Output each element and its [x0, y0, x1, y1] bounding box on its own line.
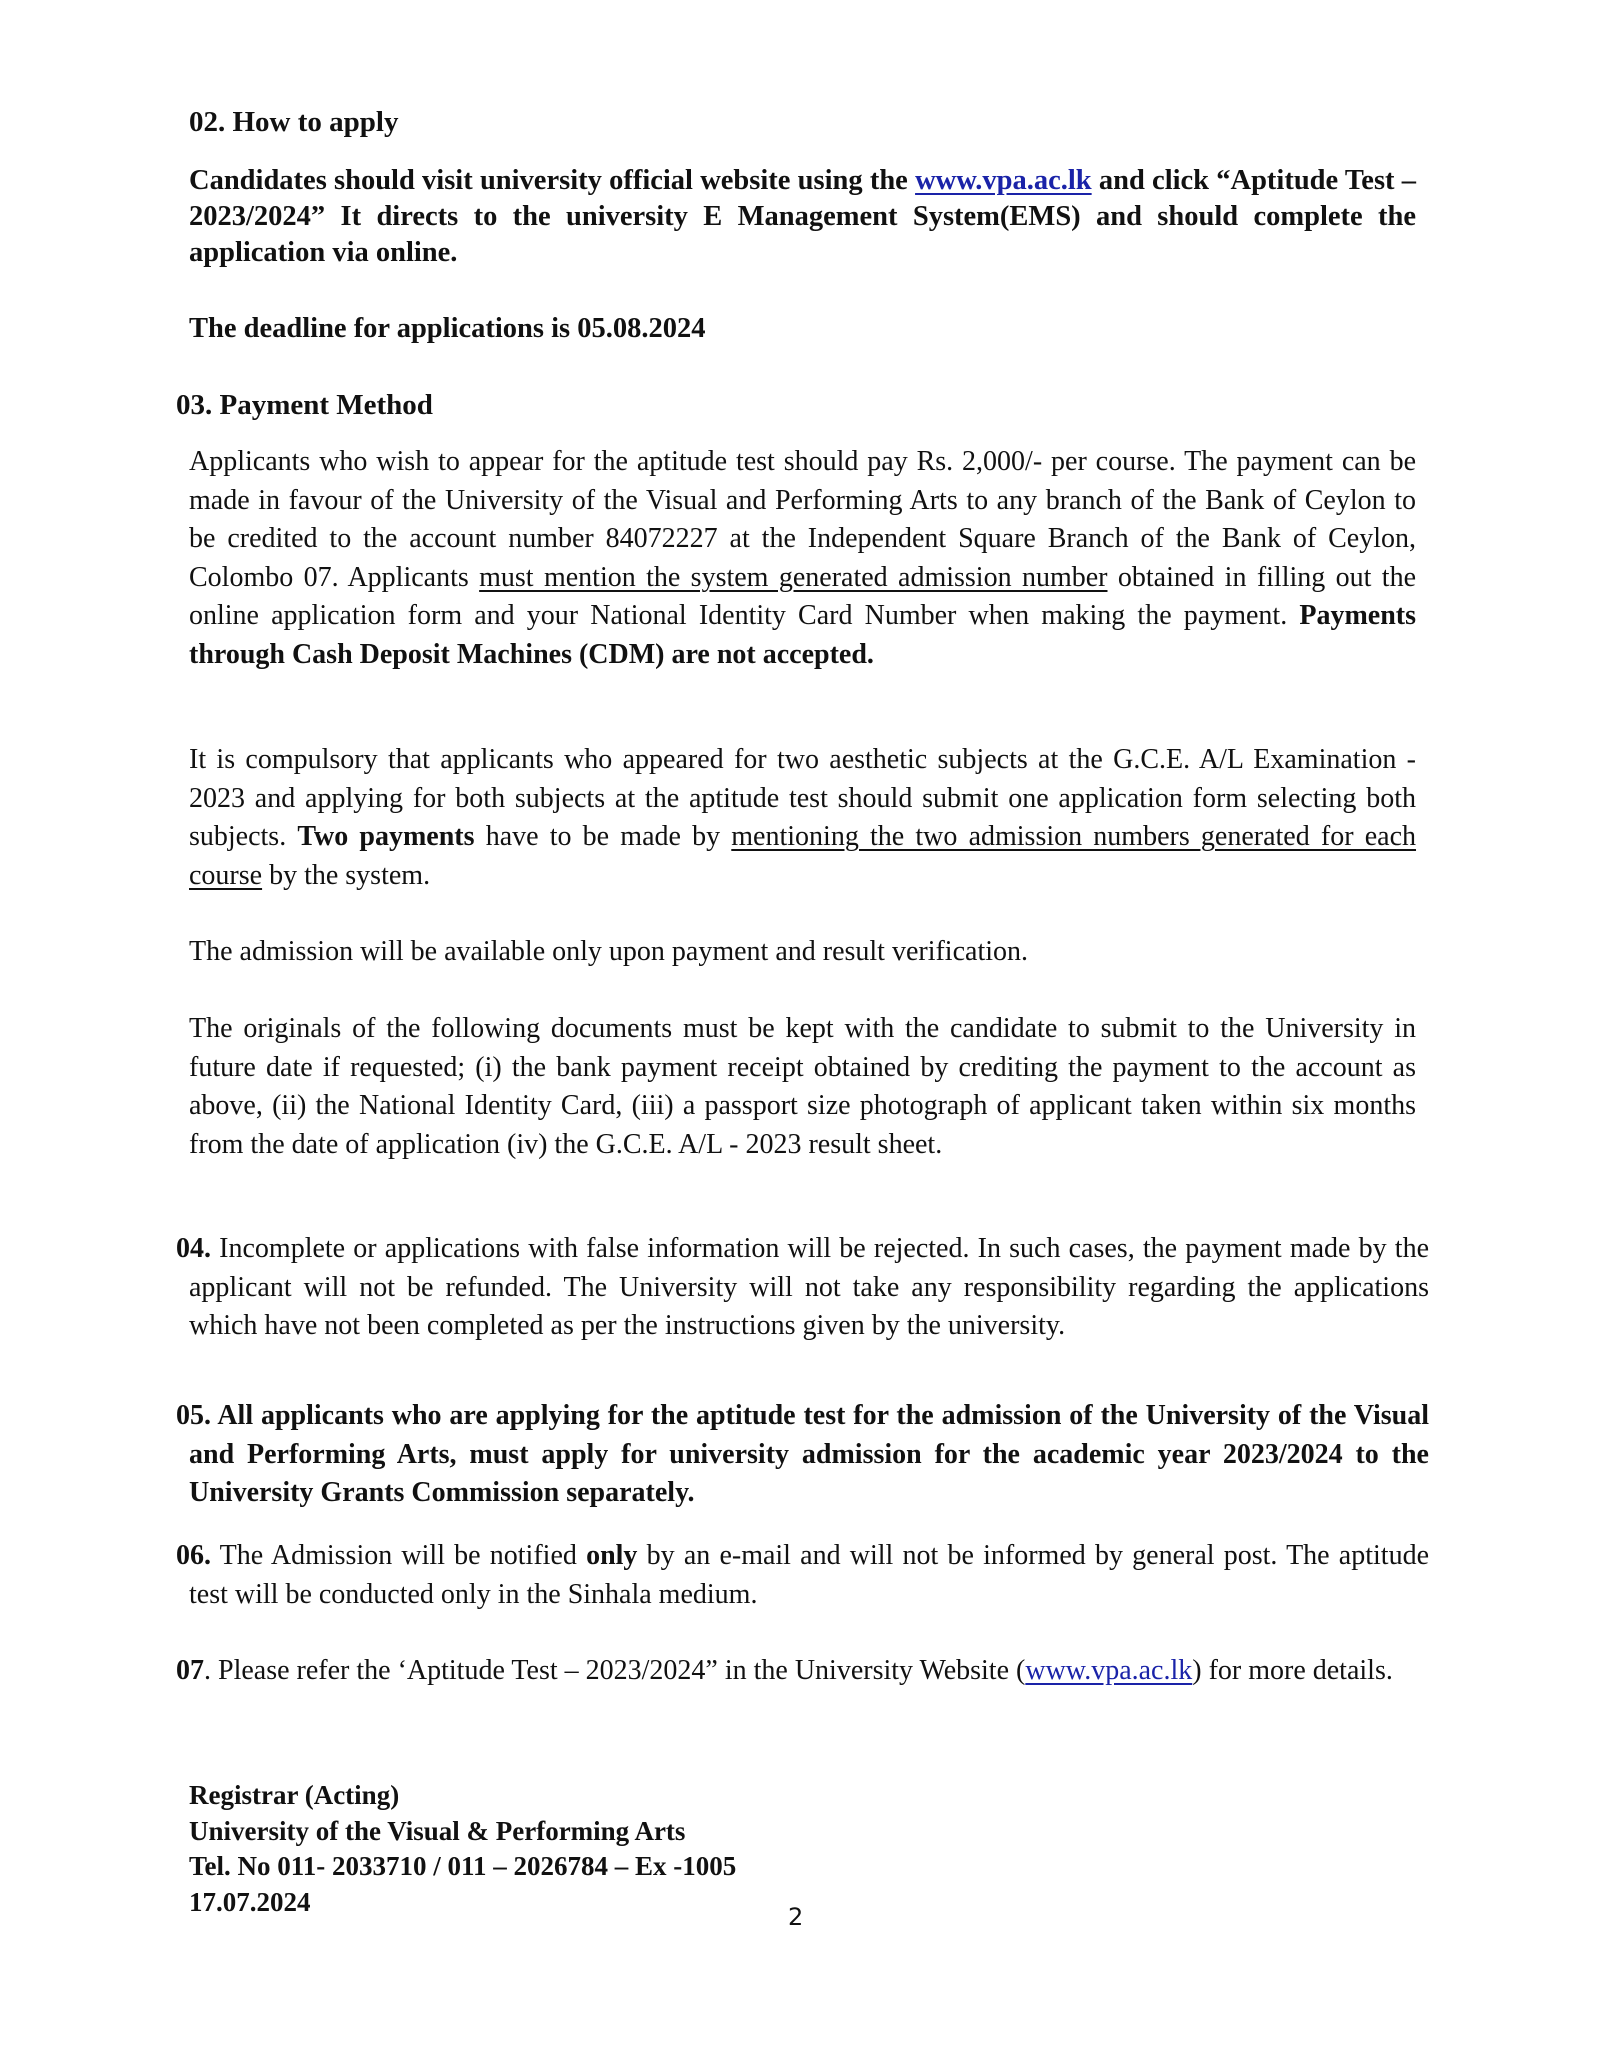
signature-block — [189, 1778, 736, 1920]
item-07-text: . Please refer the ‘Aptitude Test – 2023/2024” in the University Website ( — [204, 1655, 1026, 1686]
section-02-instructions — [189, 163, 1416, 271]
item-04-number: 04. — [176, 1233, 211, 1264]
item-05-number: 05. — [176, 1400, 211, 1431]
university-name: University of the Visual & Performing Arts — [189, 1815, 686, 1846]
two-payments-emphasis: Two payments — [297, 821, 475, 852]
university-website-link[interactable]: www.vpa.ac.lk — [1025, 1655, 1193, 1686]
only-emphasis: only — [586, 1540, 638, 1571]
required-documents-notice: The originals of the following documents must be kept with the candidate to submit to the University in future date if requested; (i) the bank payment receipt obtained by crediting the payment to the account as above, (ii) the National Identity Card, (iii) a passport size photograph of applicant taken within six months from the date of application (iv) the G.C.E. A/L - 2023 result sheet. — [189, 1013, 1416, 1160]
item-07-number: 07 — [176, 1655, 204, 1686]
section-02-heading: 02. How to apply — [189, 106, 399, 138]
two-subjects-text-2: have to be made by — [474, 821, 732, 852]
payment-text-2: obtained in filling out the online application form and your National Identity Card Number when making the payment. — [189, 561, 1416, 631]
item-05 — [176, 1397, 1429, 1513]
two-subjects-notice — [189, 741, 1416, 895]
telephone-numbers: Tel. No 011- 2033710 / 011 – 2026784 – Ex -1005 — [189, 1851, 737, 1881]
payment-instructions — [189, 443, 1416, 674]
two-admission-numbers-notice: mentioning the two admission numbers generated for each course — [189, 821, 1417, 891]
item-06-text: The Admission will be notified — [211, 1540, 587, 1571]
section-03-heading: 03. Payment Method — [176, 389, 433, 421]
item-04 — [176, 1230, 1429, 1346]
two-subjects-text-3: by the system. — [262, 859, 431, 891]
notice-date: 17.07.2024 — [189, 1886, 311, 1917]
instructions-text-pre: Candidates should visit university official website using the — [189, 165, 916, 196]
admission-availability-notice: The admission will be available only upon payment and result verification. — [189, 936, 1029, 967]
two-subjects-text: It is compulsory that applicants who appeared for two aesthetic subjects at the G.C.E. A/L Examination - 2023 and applying for both subjects at the aptitude test should submit one application form selecting both subjects. — [189, 744, 1416, 852]
item-06 — [176, 1537, 1429, 1614]
item-07 — [176, 1652, 1438, 1691]
item-06-text-2: by an e-mail and will not be informed by general post. The aptitude test will be conducted only in the Sinhala medium. — [189, 1540, 1429, 1610]
payment-text: Applicants who wish to appear for the aptitude test should pay Rs. 2,000/- per course. The payment can be made in favour of the University of the Visual and Performing Arts to any branch of the Bank of Ceylon to be credited to the account number 84072227 at the Independent Square Branch of the Bank of Ceylon, Colombo 07. Applicants — [189, 446, 1416, 593]
admission-number-notice: must mention the system generated admission number — [479, 561, 1108, 593]
application-deadline: The deadline for applications is 05.08.2024 — [189, 313, 706, 344]
item-04-text: Incomplete or applications with false information will be rejected. In such cases, the payment made by the applicant will not be refunded. The University will not take any responsibility regarding the applications which have not been completed as per the instructions given by the university. — [189, 1233, 1429, 1341]
item-07-text-2: ) for more details. — [1192, 1655, 1393, 1686]
signatory-title: Registrar (Acting) — [189, 1780, 400, 1810]
instructions-text-post: and click “Aptitude Test – 2023/2024” It directs to the university E Management System(EMS) and should complete the application via online. — [189, 165, 1416, 268]
website-link[interactable]: www.vpa.ac.lk — [915, 165, 1092, 196]
item-06-number: 06. — [176, 1540, 211, 1571]
cdm-not-accepted-notice: Payments through Cash Deposit Machines (CDM) are not accepted. — [189, 600, 1416, 670]
item-05-text: All applicants who are applying for the aptitude test for the admission of the University of the Visual and Performing Arts, must apply for university admission for the academic year 2023/2024 to the University Grants Commission separately. — [189, 1400, 1429, 1508]
page-number: 2 — [788, 1903, 804, 1931]
